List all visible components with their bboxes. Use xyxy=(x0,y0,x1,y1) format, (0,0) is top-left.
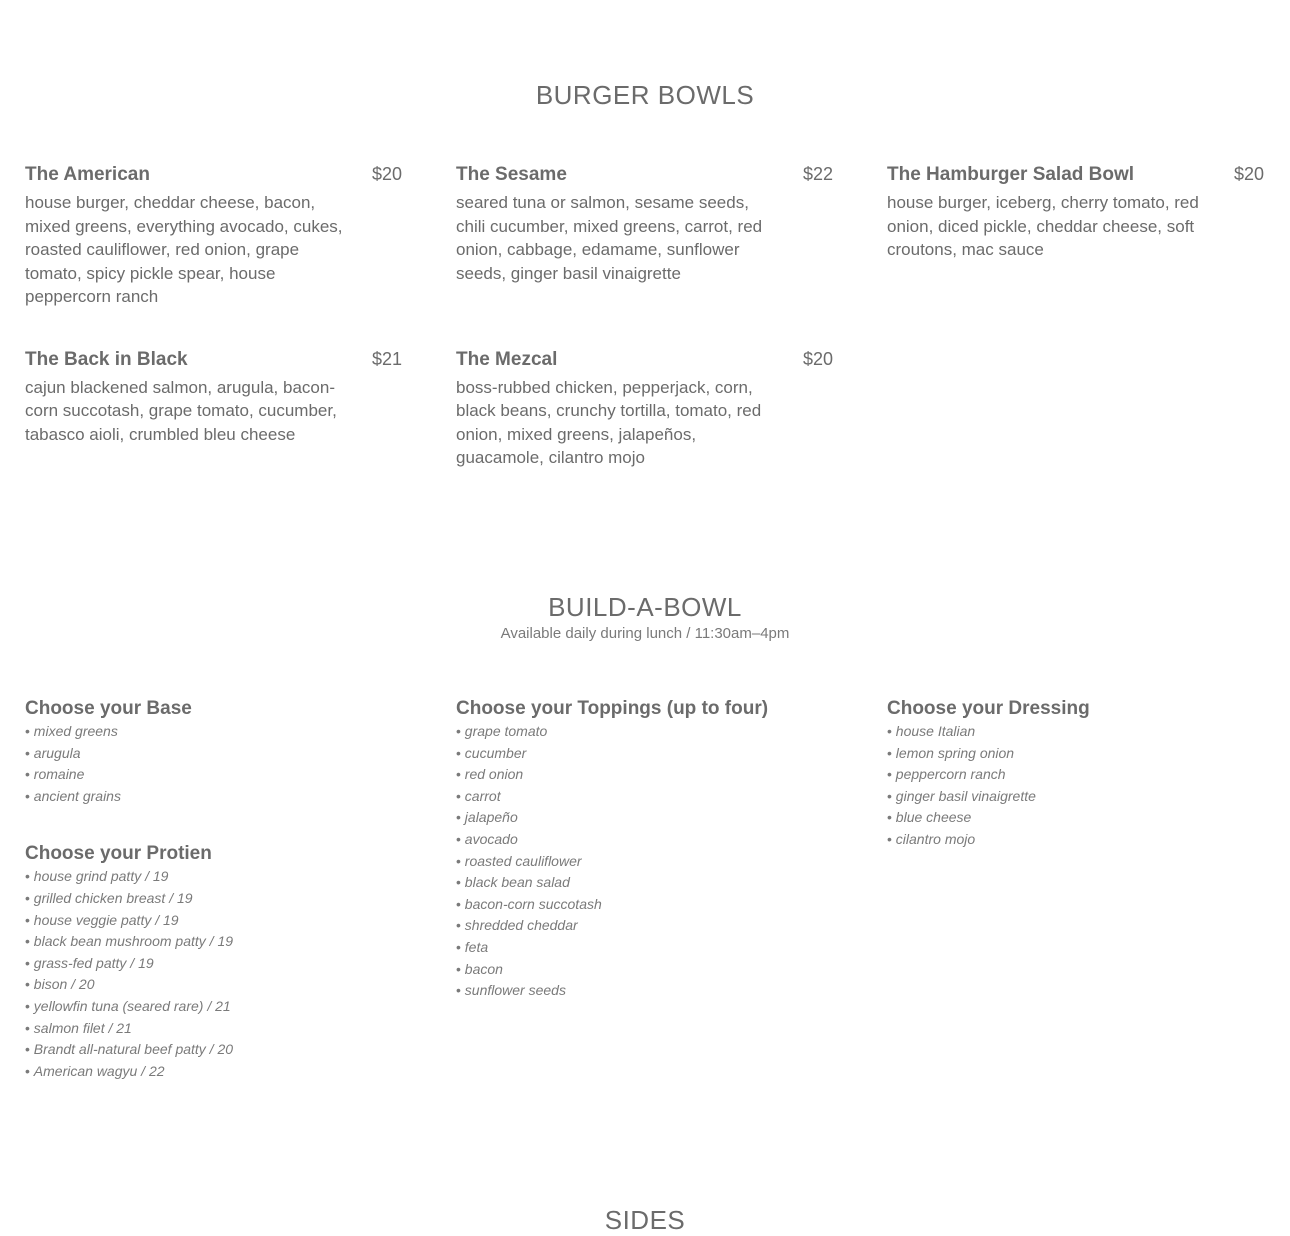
menu-item-price: $20 xyxy=(802,348,833,369)
option-item: • black bean mushroom patty / 19 xyxy=(25,931,402,953)
menu-item-name: The Sesame xyxy=(456,164,567,185)
option-item: • ginger basil vinaigrette xyxy=(887,786,1264,808)
section-subtitle-availability: Available daily during lunch / 11:30am–4pm xyxy=(500,625,790,642)
option-list xyxy=(887,721,1264,851)
option-list xyxy=(456,721,833,1002)
option-item: • mixed greens xyxy=(25,721,402,743)
option-group-title: Choose your Base xyxy=(25,698,192,719)
menu-item-the-hamburger-salad-bowl xyxy=(887,162,1264,309)
menu-item-description: house burger, cheddar cheese, bacon, mixed greens, everything avocado, cukes, roasted cauliflower, red onion, grape tomato, spicy pickle spear, house peppercorn ranch xyxy=(25,193,343,306)
option-item: • bacon-corn succotash xyxy=(456,894,833,916)
menu-item-price: $21 xyxy=(371,348,402,369)
option-item: • arugula xyxy=(25,743,402,765)
option-item: • grass-fed patty / 19 xyxy=(25,953,402,975)
build-column-base-protein xyxy=(25,697,402,1117)
option-item: • bison / 20 xyxy=(25,974,402,996)
menu-item-header xyxy=(456,162,833,188)
option-item: • jalapeño xyxy=(456,807,833,829)
menu-item-description: seared tuna or salmon, sesame seeds, chili cucumber, mixed greens, carrot, red onion, cabbage, edamame, sunflower seeds, ginger basil vinaigrette xyxy=(456,193,763,283)
option-item: • cilantro mojo xyxy=(887,829,1264,851)
burger-bowls-grid xyxy=(25,162,1265,508)
option-item: • bacon xyxy=(456,959,833,981)
build-a-bowl-grid xyxy=(25,697,1265,1117)
option-item: • lemon spring onion xyxy=(887,743,1264,765)
menu-item-the-mezcal xyxy=(456,347,833,470)
build-column-dressing xyxy=(887,697,1264,1117)
menu-item-description: boss-rubbed chicken, pepperjack, corn, black beans, crunchy tortilla, tomato, red onion, mixed greens, jalapeños, guacamole, cilantro mojo xyxy=(456,377,762,467)
option-item: • avocado xyxy=(456,829,833,851)
option-group-title: Choose your Protien xyxy=(25,843,212,865)
section-title-build-a-bowl: BUILD-A-BOWL xyxy=(548,592,742,622)
option-item: • cucumber xyxy=(456,743,833,765)
option-item: • grape tomato xyxy=(456,721,833,743)
option-item: • house veggie patty / 19 xyxy=(25,910,402,932)
menu-item-price: $20 xyxy=(1233,164,1264,184)
option-item: • black bean salad xyxy=(456,872,833,894)
menu-item-header xyxy=(25,162,402,188)
option-item: • red onion xyxy=(456,764,833,786)
menu-item-name: The Back in Black xyxy=(25,348,188,370)
section-title-sides: SIDES xyxy=(604,1205,686,1235)
option-item: • yellowfin tuna (seared rare) / 21 xyxy=(25,996,402,1018)
menu-item-the-sesame xyxy=(456,162,833,309)
option-item: • Brandt all-natural beef patty / 20 xyxy=(25,1039,402,1061)
option-item: • sunflower seeds xyxy=(456,980,833,1002)
menu-item-price: $22 xyxy=(802,164,833,184)
option-item: • carrot xyxy=(456,786,833,808)
menu-item-the-back-in-black xyxy=(25,347,402,470)
option-item: • grilled chicken breast / 19 xyxy=(25,888,402,910)
option-item: • feta xyxy=(456,937,833,959)
menu-item-price: $20 xyxy=(371,164,402,184)
option-item: • house Italian xyxy=(887,721,1264,743)
menu-item-description: cajun blackened salmon, arugula, bacon-corn succotash, grape tomato, cucumber, tabasco aioli, crumbled bleu cheese xyxy=(25,377,337,444)
menu-item-header xyxy=(887,162,1264,188)
option-item: • peppercorn ranch xyxy=(887,764,1264,786)
option-item: • salmon filet / 21 xyxy=(25,1018,402,1040)
option-group-protein xyxy=(25,842,402,1082)
menu-item-description: house burger, iceberg, cherry tomato, red onion, diced pickle, cheddar cheese, soft croutons, mac sauce xyxy=(887,193,1199,259)
section-title-burger-bowls: BURGER BOWLS xyxy=(535,80,755,110)
option-list xyxy=(25,866,402,1082)
build-column-toppings xyxy=(456,697,833,1117)
menu-item-header xyxy=(25,347,402,373)
option-group-title: Choose your Toppings (up to four) xyxy=(456,698,769,719)
option-group-base xyxy=(25,697,402,807)
option-item: • roasted cauliflower xyxy=(456,851,833,873)
option-item: • house grind patty / 19 xyxy=(25,866,402,888)
menu-item-header xyxy=(456,347,833,373)
option-item: • shredded cheddar xyxy=(456,915,833,937)
option-group-toppings xyxy=(456,697,833,1002)
option-group-title: Choose your Dressing xyxy=(887,698,1090,719)
option-item: • American wagyu / 22 xyxy=(25,1061,402,1083)
option-item: • blue cheese xyxy=(887,807,1264,829)
option-item: • romaine xyxy=(25,764,402,786)
option-item: • ancient grains xyxy=(25,786,402,808)
option-group-dressing xyxy=(887,697,1264,851)
menu-item-name: The Mezcal xyxy=(456,348,558,370)
menu-item-name: The American xyxy=(25,164,150,185)
menu-item-the-american xyxy=(25,162,402,309)
option-list xyxy=(25,721,402,807)
menu-item-name: The Hamburger Salad Bowl xyxy=(887,164,1135,185)
